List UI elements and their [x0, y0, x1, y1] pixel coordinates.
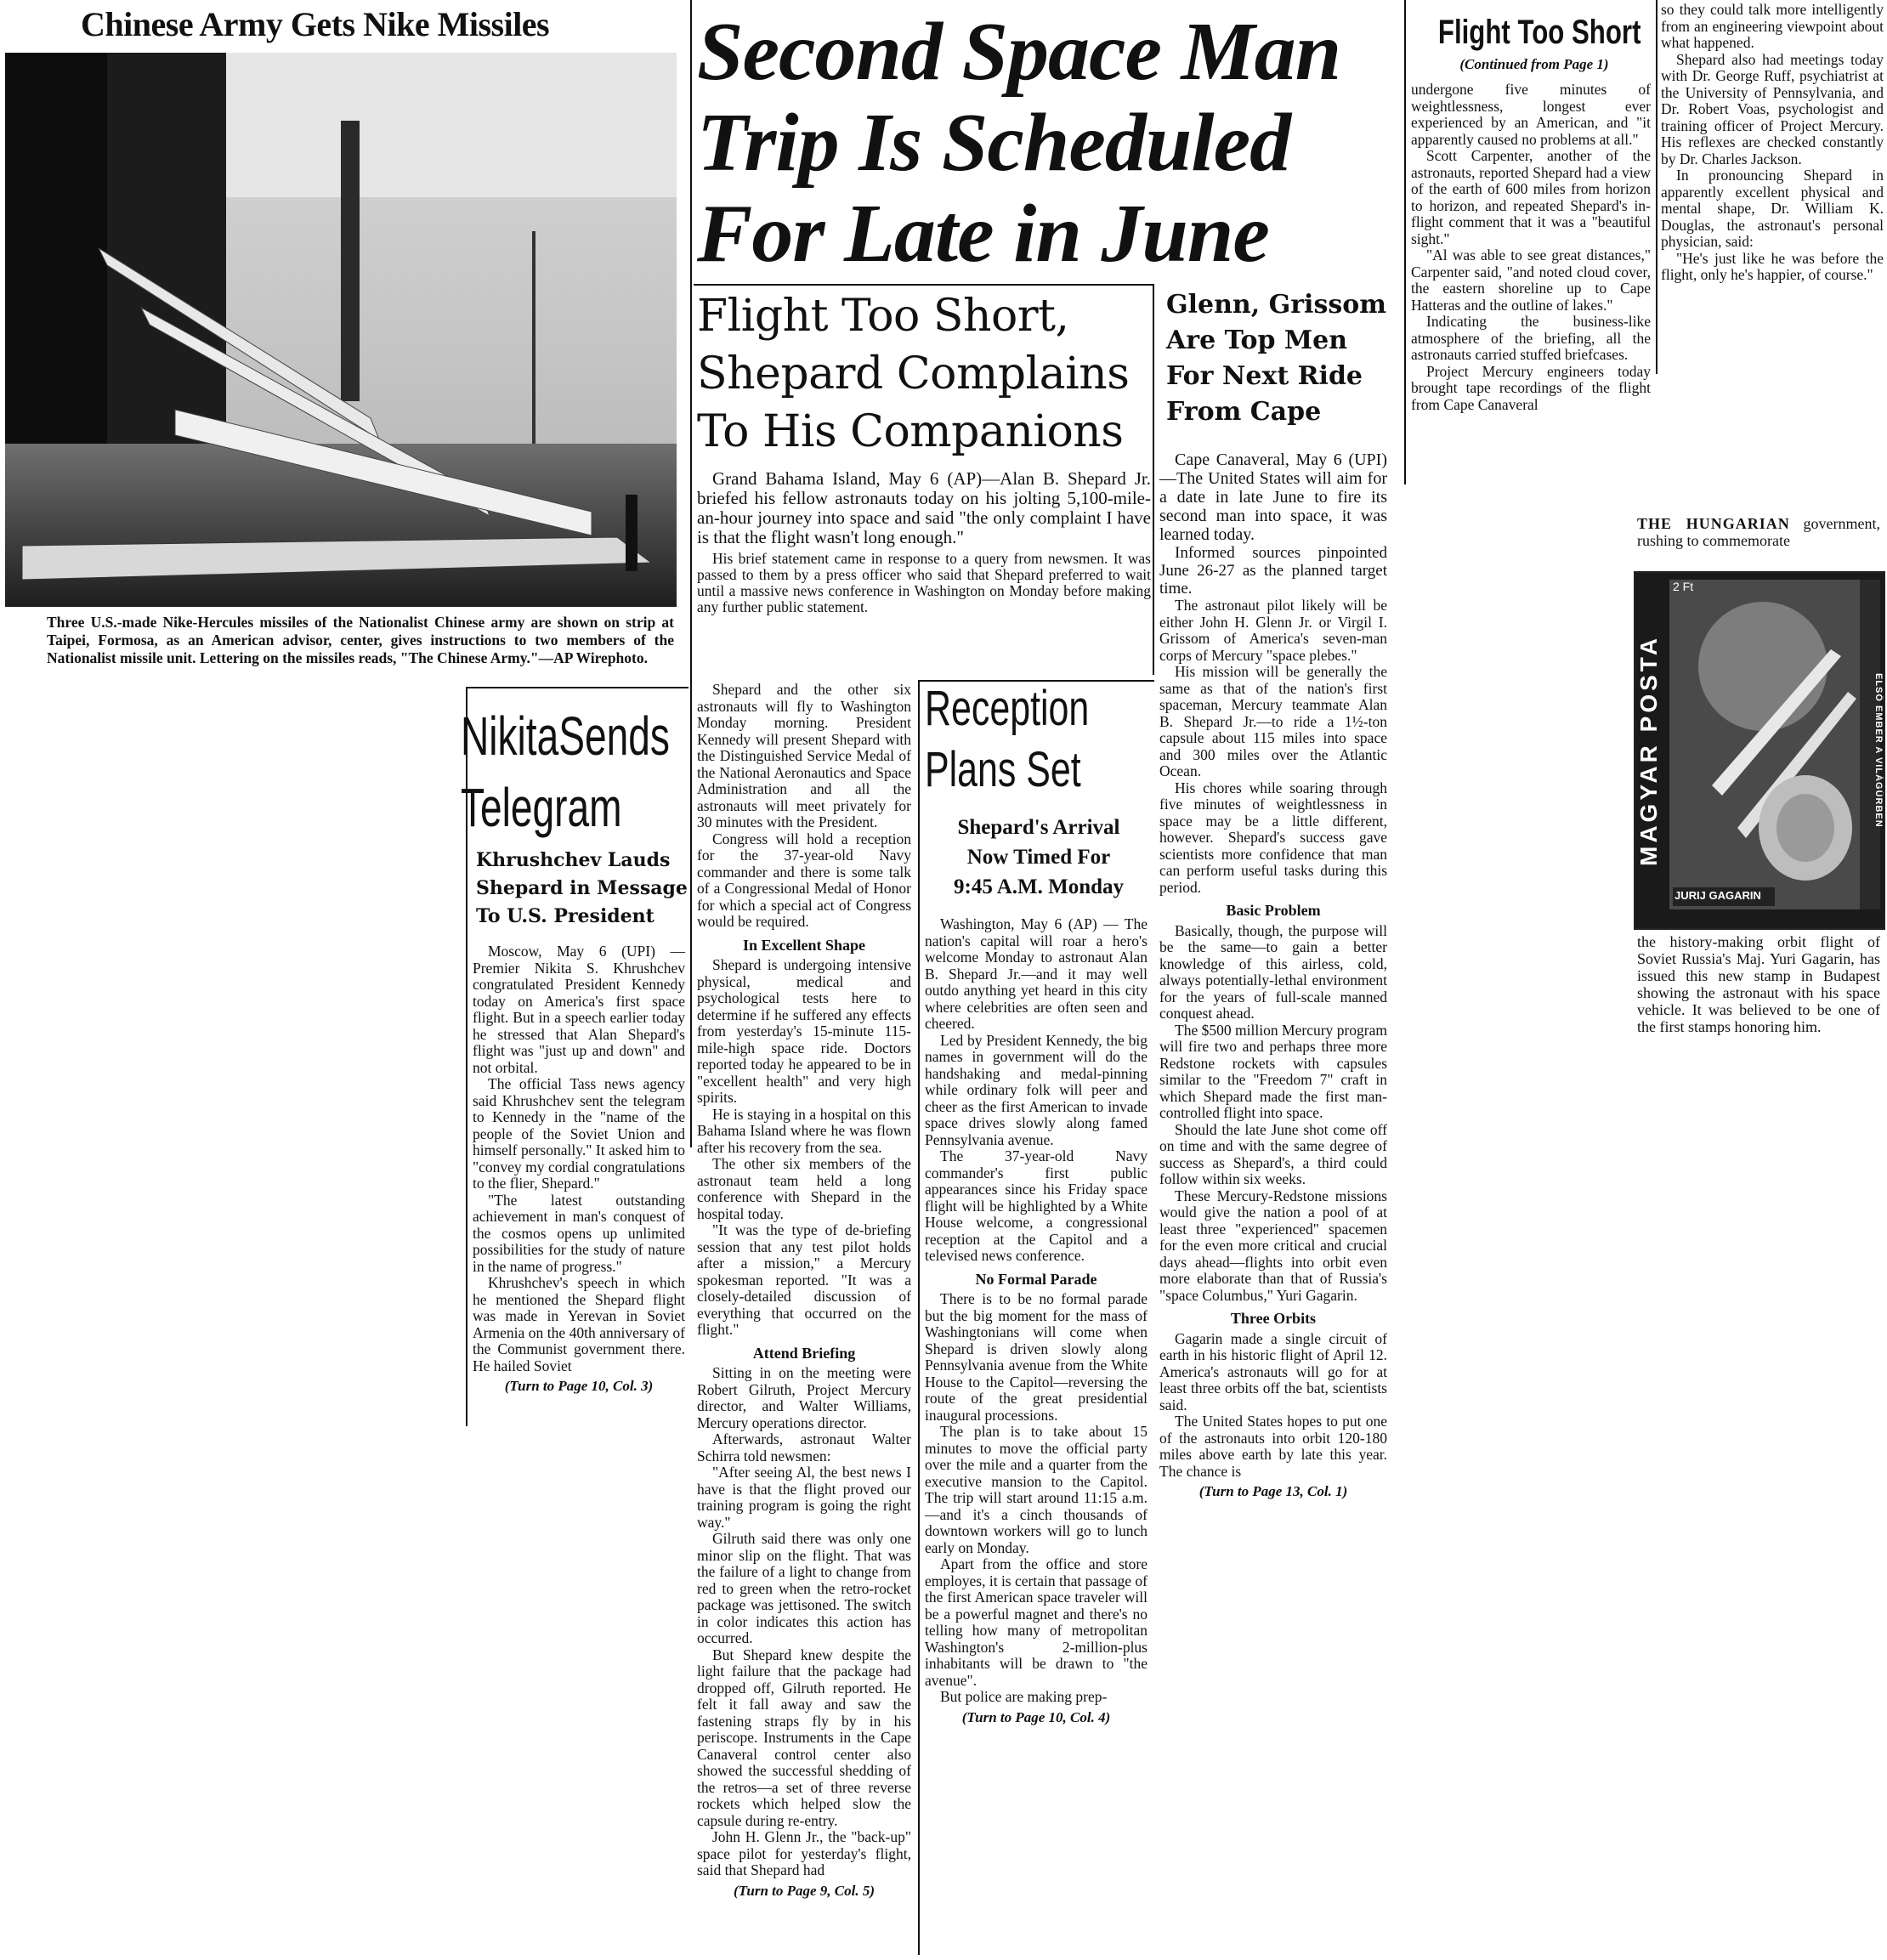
nikita-para: The official Tass news agency said Khrushchev sent the telegram to Kennedy in the "name of the people of the Soviet Union and himself personally." It asked him to "convey my cordial congratulations to the flier, Shepard."	[473, 1075, 685, 1192]
nikita-jump-line: (Turn to Page 10, Col. 3)	[504, 1378, 654, 1394]
glenn-subhead-1: Basic Problem	[1226, 902, 1321, 919]
banner-line-3: For Late in June	[697, 188, 1269, 280]
cont-continued-line: (Continued from Page 1)	[1459, 56, 1609, 72]
glenn-head-line-1: Glenn, Grissom	[1166, 290, 1386, 320]
reception-jump-line: (Turn to Page 10, Col. 4)	[961, 1708, 1111, 1725]
missile-photo-image	[5, 53, 677, 607]
reception-para: But police are making prep-	[940, 1688, 1108, 1705]
flight-para: But Shepard knew despite the light failure that the package had dropped off, Gilruth reported. He felt it fall away and saw the fastening straps fly by in his periscope. Instruments in the Cape Canaveral control center also showed the successful shedding of the retros—a set of three reverse rockets which helped slow the capsule during re-entry.	[697, 1646, 911, 1829]
reception-para: The plan is to take about 15 minutes to move the official party over the mile and a quarter from the executive mansion to the Capitol. The trip will start around 11:15 a.m.—and it's a cinch thousands of downtown workers will go to lunch early on Monday.	[925, 1423, 1148, 1556]
nike-headline: Chinese Army Gets Nike Missiles	[81, 5, 550, 43]
stamp-name: JURIJ GAGARIN	[1674, 889, 1761, 902]
stamp-value: 2 Ft	[1673, 580, 1694, 593]
flight-head-line-3: To His Companions	[697, 406, 1124, 457]
hungary-intro-rest: government, rushing to commemorate	[1637, 515, 1880, 549]
glenn-para: His chores while soaring through five minutes of weightlessness in space may be a little different, however. Shepard's success gave scientists more confidence that man can perform useful tasks during this period.	[1159, 779, 1387, 896]
glenn-para: Basically, though, the purpose will be the same—to gain a better knowledge of this airless, cold, always potentially-lethal environment for the years of full-scale manned conquest ahead.	[1159, 921, 1387, 1022]
reception-para: Washington, May 6 (AP) — The nation's capital will roar a hero's welcome Monday to astronaut Alan B. Shepard Jr.—and it may well outdo anything yet heard in this city where celebrities are often seen and cheered.	[925, 915, 1148, 1032]
cont-para: "Al was able to see great distances," Carpenter said, "and noted cloud cover, the eastern shoreline up to Cape Hatteras and the outline of lakes."	[1411, 246, 1651, 314]
cont-para: undergone five minutes of weightlessness, longest ever experienced by an American, and "it apparently caused no problems at all."	[1411, 81, 1651, 148]
flight-lead-para-2: His brief statement came in response to a query from newsmen. It was passed to them by a press officer who said that Shepard preferred to wait until a massive news conference in Washington on Monday before making any further public statement.	[697, 550, 1151, 615]
reception-para: Apart from the office and store employes, it is certain that passage of the first American space traveler will be a powerful magnet and there's no telling how many of metropolitan Washington's 2-million-plus inhabitants will be drawn to "the avenue".	[925, 1555, 1148, 1689]
reception-head-line-1: Reception	[925, 681, 1090, 736]
reception-head-line-2: Plans Set	[925, 742, 1081, 797]
cont-para: "He's just like he was before the flight, only he's happier, of course."	[1661, 249, 1884, 283]
cont-column-2	[1661, 2, 1884, 284]
glenn-subhead-2: Three Orbits	[1230, 1310, 1317, 1327]
nikita-head-line-1: NikitaSends	[461, 705, 670, 767]
glenn-para: These Mercury-Redstone missions would give the nation a pool of at least three "experienced" spacemen for the even more critical and crucial days ahead—flights into orbit even more elaborate than that of Russia's "space Columbus," Yuri Gagarin.	[1159, 1187, 1387, 1304]
cont-para: In pronouncing Shepard in apparently excellent physical and mental shape, Dr. William K. Douglas, the astronaut's personal physician, said:	[1661, 167, 1884, 250]
flight-jump-line: (Turn to Page 9, Col. 5)	[733, 1882, 876, 1899]
reception-deck	[926, 813, 1151, 902]
glenn-para: Should the late June shot come off on time and with the same degree of success as Shepard's, a third could follow within six weeks.	[1159, 1120, 1387, 1187]
glenn-para: Informed sources pinpointed June 26-27 as the planned target time.	[1159, 544, 1387, 598]
flight-lead	[697, 469, 1151, 615]
cont-para: so they could talk more intelligently from an engineering viewpoint about what happened.	[1661, 1, 1884, 51]
glenn-para: Gagarin made a single circuit of earth in his historic flight of April 12. America's astronauts will go for at least three orbits off the bat, scientists said.	[1159, 1329, 1387, 1413]
reception-deck-line-1: Shepard's Arrival	[957, 816, 1120, 839]
banner-headline	[697, 7, 1394, 280]
reception-subhead-1: No Formal Parade	[975, 1270, 1097, 1288]
flight-para: "After seeing Al, the best news I have is that the flight proved our training program is going the right way."	[697, 1464, 911, 1531]
nikita-head-line-2: Telegram	[461, 777, 622, 838]
flight-para: Shepard and the other six astronauts will fly to Washington Monday morning. President Kennedy will present Shepard with the Distinguished Service Medal of the National Aeronautics and Space Administration and all the astronauts will meet privately for 30 minutes with the President.	[697, 681, 911, 830]
flight-para: He is staying in a hospital on this Bahama Island where he was flown after his recovery from the sea.	[697, 1105, 911, 1156]
glenn-jump-line: (Turn to Page 13, Col. 1)	[1198, 1483, 1348, 1499]
banner-line-1: Second Space Man	[697, 6, 1341, 98]
glenn-head-line-4: From Cape	[1166, 397, 1322, 427]
flight-subhead-2: Attend Briefing	[752, 1344, 856, 1362]
stamp-side-text: ELSŐ EMBER A VILÁGŰRBEN	[1873, 673, 1884, 828]
glenn-para: The $500 million Mercury program will fire two and perhaps three more Redstone rockets with capsules similar to the "Freedom 7" craft in which Shepard made the first man-controlled flight into space.	[1159, 1021, 1387, 1121]
flight-para: Congress will hold a reception for the 37-year-old Navy commander and there is some talk of a Congressional Medal of Honor for which a special act of Congress would be required.	[697, 830, 911, 930]
flight-para: "It was the type of de-briefing session that any test pilot holds after a mission," a Mercury spokesman reported. "It was a closely-detailed discussion of everything that occurred on the flight."	[697, 1221, 911, 1338]
flight-para: Sitting in on the meeting were Robert Gilruth, Project Mercury director, and Walter Williams, Mercury operations director.	[697, 1364, 911, 1431]
nikita-deck-line-2: Shepard in Message	[476, 877, 688, 899]
cont-para: Indicating the business-like atmosphere of the briefing, all the astronauts carried stuffed briefcases.	[1411, 313, 1651, 363]
cont-para: Scott Carpenter, another of the astronauts, reported Shepard had a view of the earth of 600 miles from horizon to horizon, and repeated Shepard's in-flight comment that it was a "beautiful sight."	[1411, 147, 1651, 247]
flight-para: The other six members of the astronaut team held a long conference with Shepard in the hospital today.	[697, 1155, 911, 1222]
flight-subhead-1: In Excellent Shape	[742, 936, 866, 954]
glenn-head-line-2: Are Top Men	[1166, 326, 1348, 355]
reception-deck-line-2: Now Timed For	[966, 846, 1111, 869]
reception-deck-line-3: 9:45 A.M. Monday	[954, 875, 1124, 898]
flight-head-line-2: Shepard Complains	[697, 348, 1130, 399]
nike-caption: Three U.S.-made Nike-Hercules missiles of the Nationalist Chinese army are shown on strip at Taipei, Formosa, as an American advisor, center, gives instructions to two members of the Nationalist missile unit. Lettering on the missiles reads, "The Chinese Army."—AP Wirephoto.	[47, 614, 674, 666]
nikita-column	[473, 943, 685, 1395]
cont-para: Shepard also had meetings today with Dr. George Ruff, psychiatrist at the University of Pennsylvania, and Dr. Robert Voas, psychologist and training officer of Project Mercury. His reflexes are checked constantly by Dr. Charles Jackson.	[1661, 50, 1884, 167]
flight-para: Gilruth said there was only one minor slip on the flight. That was the failure of a light to change from red to green when the retro-rocket package was jettisoned. The switch in color indicates this action has occurred.	[697, 1530, 911, 1646]
hungary-body: the history-making orbit flight of Soviet Russia's Maj. Yuri Gagarin, has issued this new stamp in Budapest showing the astronaut with his space vehicle. It was believed to be one of the first stamps honoring him.	[1637, 933, 1880, 1035]
nike-photo	[5, 53, 677, 607]
glenn-para: His mission will be generally the same as that of the nation's first spaceman, Mercury teammate Alan B. Shepard Jr.—to ride a 1½-ton capsule about 115 miles into space and 300 miles over the Atlantic Ocean.	[1159, 663, 1387, 779]
cont-para: Project Mercury engineers today brought tape recordings of the flight from Cape Canaveral	[1411, 362, 1651, 413]
reception-para: The 37-year-old Navy commander's first public appearances since his Friday space flight will be highlighted by a White House welcome, a congressional reception at the Capitol and a televised news conference.	[925, 1147, 1148, 1264]
glenn-column	[1159, 450, 1387, 1500]
nikita-deck-line-3: To U.S. President	[476, 905, 654, 927]
nikita-para: "The latest outstanding achievement in man's conquest of the cosmos opens up unlimited possibilities for the study of nature in the name of progress."	[473, 1191, 685, 1275]
flight-column-1	[697, 682, 911, 1899]
flight-para: John H. Glenn Jr., the "back-up" space pilot for yesterday's flight, said that Shepard had	[697, 1828, 911, 1878]
glenn-head-line-3: For Next Ride	[1166, 361, 1363, 391]
glenn-para: The United States hopes to put one of the astronauts into orbit 120-180 miles above earth by late this year. The chance is	[1159, 1413, 1387, 1480]
flight-para: Afterwards, astronaut Walter Schirra told newsmen:	[697, 1430, 911, 1464]
cont-column-1	[1411, 82, 1651, 413]
reception-column	[925, 916, 1148, 1725]
hungary-intro	[1637, 515, 1880, 549]
nikita-deck	[476, 847, 690, 931]
glenn-para: Cape Canaveral, May 6 (UPI)—The United States will aim for a date in late June to fire its second man into space, it was learned today.	[1159, 450, 1387, 544]
glenn-headline	[1161, 287, 1413, 430]
flight-para: Shepard is undergoing intensive physical, medical and psychological tests here to determine if he suffered any effects from yesterday's 15-minute 115-mile-high space ride. Doctors reported today he appeared to be in "excellent health" and very high spirits.	[697, 956, 911, 1106]
banner-line-2: Trip Is Scheduled	[697, 97, 1291, 189]
hungary-stamp	[1634, 571, 1885, 930]
nikita-deck-line-1: Khrushchev Lauds	[476, 849, 671, 871]
stamp-country-text: MAGYAR POSTA	[1635, 634, 1662, 867]
hungary-intro-caps: THE HUNGARIAN	[1637, 515, 1790, 532]
glenn-para: The astronaut pilot likely will be either John H. Glenn Jr. or Virgil I. Grissom of America's seven-man corps of Mercury "space plebes."	[1159, 597, 1387, 664]
nikita-headline	[461, 700, 670, 843]
reception-para: Led by President Kennedy, the big names in government will do the handshaking and medal-pinning while ordinary folk will peer and cheer as the first American to invade space drives slowly along famed Pennsylvania avenue.	[925, 1031, 1148, 1148]
reception-headline	[925, 678, 1093, 801]
reception-para: There is to be no formal parade but the big moment for the mass of Washingtonians will come when Shepard is driven slowly along Pennsylvania avenue from the White House to the Capitol—reversing the route of the great presidential inaugural processions.	[925, 1290, 1148, 1424]
nikita-para: Moscow, May 6 (UPI) — Premier Nikita S. Khrushchev congratulated President Kennedy today on America's first space flight. But in a speech earlier today he stressed that Alan Shepard's flight was "just up and down" and not orbital.	[473, 943, 685, 1076]
flight-headline	[697, 287, 1148, 461]
flight-head-line-1: Flight Too Short,	[697, 291, 1069, 342]
cont-headline: Flight Too Short	[1437, 14, 1641, 51]
stamp-image	[1635, 573, 1884, 928]
nikita-para: Khrushchev's speech in which he mentioned the Shepard flight was made in Yerevan in Soviet Armenia on the 40th anniversary of the Communist government there. He hailed Soviet	[473, 1274, 685, 1374]
flight-lead-para: Grand Bahama Island, May 6 (AP)—Alan B. Shepard Jr. briefed his fellow astronauts today on his jolting 5,100-mile-an-hour journey into space and said "the only complaint I have is that the flight wasn't long enough."	[697, 468, 1151, 547]
